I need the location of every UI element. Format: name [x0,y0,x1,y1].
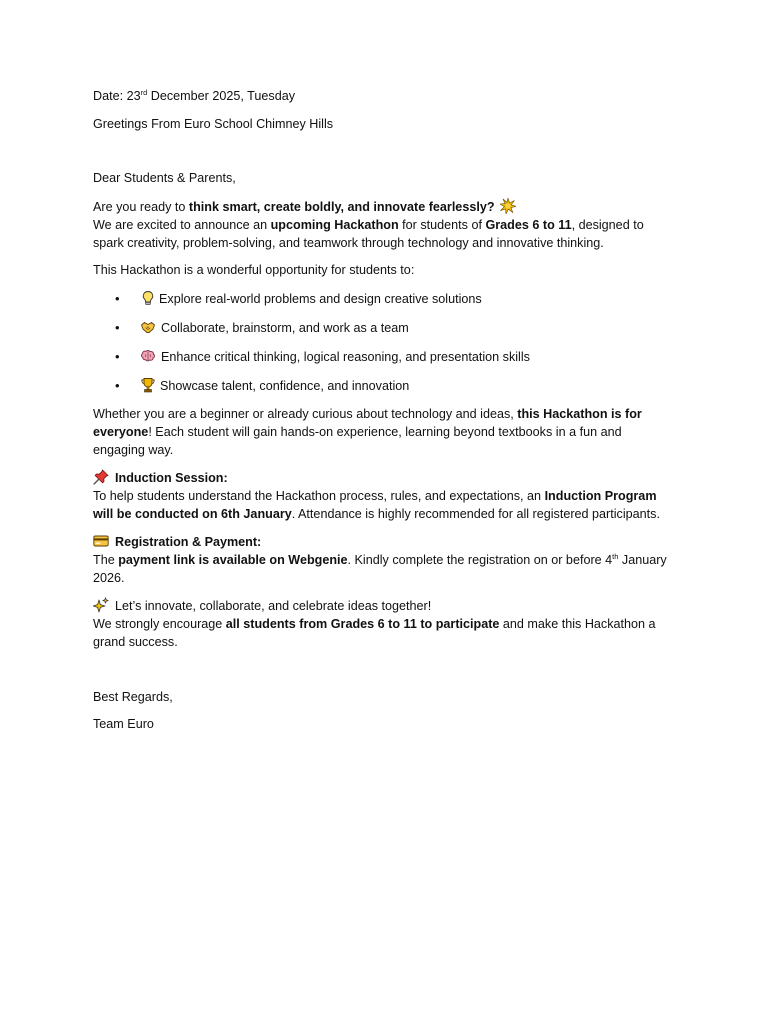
induction-bold-date: will be conducted on 6th January [93,507,292,521]
bullet-dot: • [115,349,120,364]
intro-line-3: spark creativity, problem-solving, and teamwork through technology and innovative thinking. [93,236,604,250]
list-item-text: Showcase talent, confidence, and innovation [160,379,410,393]
closing-text: and make this Hackathon a [499,617,656,631]
everyone-line-3: engaging way. [93,443,174,457]
intro-text: for students of [398,218,486,232]
intro-paragraph [93,198,683,252]
induction-text: . Attendance is highly recommended for all registered participants. [291,507,660,521]
intro-text: We are excited to announce an [93,218,271,232]
intro-question-line [93,198,683,216]
induction-heading: Induction Session: [115,471,228,485]
registration-text: The [93,553,119,567]
intro-question-prefix: Are you ready to [93,200,189,214]
closing-line-3: grand success. [93,635,178,649]
induction-text: To help students understand the Hackathon process, rules, and expectations, an [93,489,545,503]
list-item [93,377,683,395]
list-item-text: Explore real-world problems and design creative solutions [159,292,482,306]
closing-line-1 [93,597,683,615]
intro-line-2 [93,216,683,234]
induction-line-1 [93,487,683,505]
everyone-text: ! Each student will gain hands-on experience, learning beyond textbooks in a fun and [148,425,622,439]
registration-heading-line [93,533,683,551]
salutation: Dear Students & Parents, [93,171,236,185]
closing-text: Let’s innovate, collaborate, and celebrate ideas together! [115,599,432,613]
date-text: Date: 23 [93,89,141,103]
intro-bold-hackathon: upcoming Hackathon [270,218,399,232]
best-regards: Best Regards, [93,690,173,704]
induction-bold: Induction Program [544,489,657,503]
bullet-dot: • [115,291,120,306]
registration-line-1 [93,551,683,569]
everyone-line-1 [93,405,683,423]
induction-heading-line [93,469,683,487]
trophy-icon [140,377,156,393]
closing-text: We strongly encourage [93,617,226,631]
handshake-icon [140,319,156,335]
registration-section [93,533,683,587]
list-item [93,319,683,337]
sparkle-burst-icon [500,198,516,214]
registration-superscript: th [612,552,619,561]
closing-section [93,597,683,651]
induction-section [93,469,683,523]
everyone-paragraph [93,405,683,459]
list-item [93,290,683,308]
signature-team: Team Euro [93,717,154,731]
brain-icon [140,348,156,364]
pushpin-icon [93,469,109,485]
everyone-bold: this Hackathon is for [517,407,642,421]
closing-line-2 [93,615,683,633]
closing-bold: all students from Grades 6 to 11 to participate [225,617,500,631]
date-superscript: rd [140,88,148,97]
everyone-bold-word: everyone [93,425,149,439]
registration-bold: payment link is available on Webgenie [118,553,348,567]
list-item [93,348,683,366]
opportunity-lead: This Hackathon is a wonderful opportunity for students to: [93,263,415,277]
sparkles-icon [93,597,109,613]
letter-body [93,87,683,733]
registration-heading: Registration & Payment: [115,535,262,549]
registration-text: . Kindly complete the registration on or before 4 [347,553,613,567]
date-line [93,87,683,105]
everyone-line-2 [93,423,683,441]
bullet-dot: • [115,378,120,393]
registration-text: January [618,553,667,567]
everyone-text: Whether you are a beginner or already curious about technology and ideas, [93,407,518,421]
list-item-text: Enhance critical thinking, logical reasoning, and presentation skills [161,350,530,364]
list-item-text: Collaborate, brainstorm, and work as a team [161,321,409,335]
induction-line-2 [93,505,683,523]
intro-text: , designed to [571,218,644,232]
credit-card-icon [93,533,109,549]
intro-question-bold: think smart, create boldly, and innovate fearlessly? [188,200,495,214]
greeting-line: Greetings From Euro School Chimney Hills [93,117,334,131]
bullet-dot: • [115,320,120,335]
lightbulb-icon [140,290,156,306]
intro-bold-grades: Grades 6 to 11 [485,218,572,232]
date-text-suffix: December 2025, Tuesday [147,89,295,103]
registration-line-2: 2026. [93,571,125,585]
opportunity-list [93,290,683,395]
